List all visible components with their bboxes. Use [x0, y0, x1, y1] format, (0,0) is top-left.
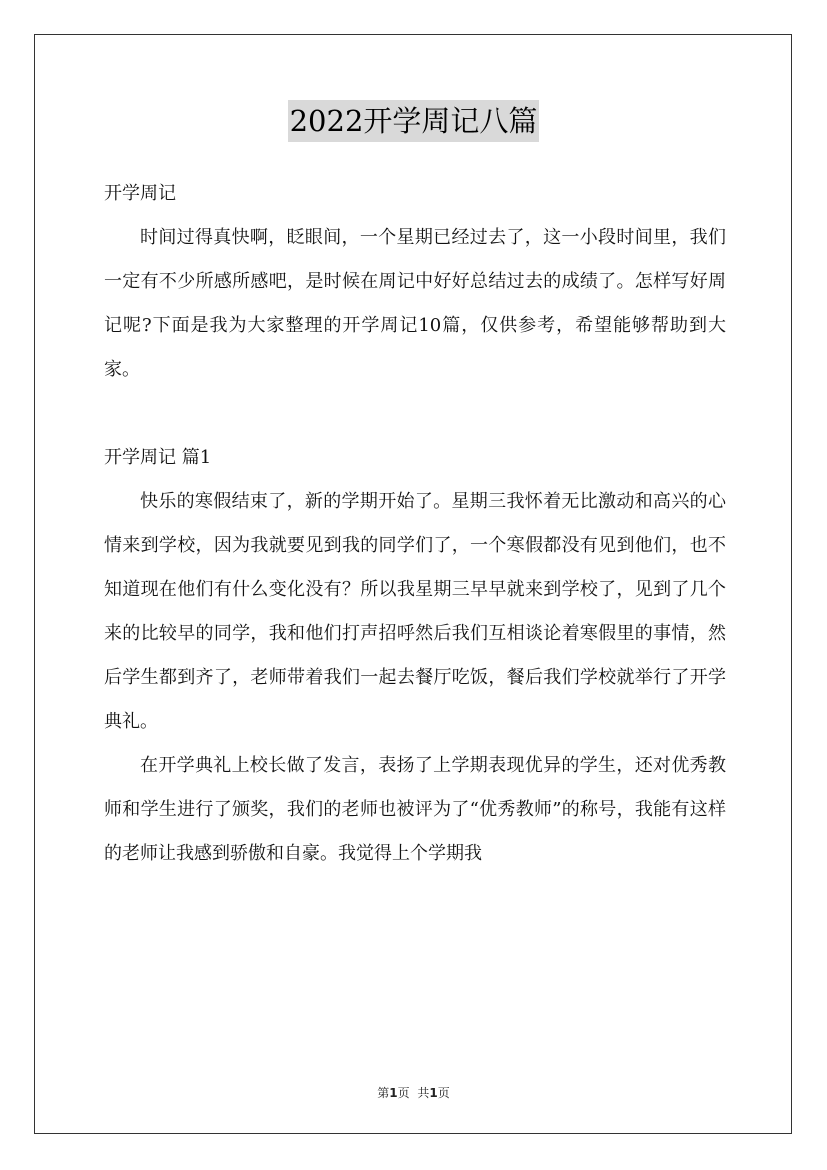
page-total-prefix: 共	[417, 1086, 430, 1100]
intro-heading: 开学周记	[104, 183, 176, 204]
page-number-suffix: 页	[397, 1086, 410, 1100]
page-number-current: 1	[389, 1086, 398, 1100]
document-body	[104, 172, 726, 876]
title-container	[0, 100, 827, 142]
section-paragraph-2: 在开学典礼上校长做了发言，表扬了上学期表现优异的学生，还对优秀教师和学生进行了颁奖，我们的老师也被评为了“优秀教师”的称号，我能有这样的老师让我感到骄傲和自豪。我觉得上个学期我	[104, 755, 726, 864]
section-paragraph-1: 快乐的寒假结束了，新的学期开始了。星期三我怀着无比激动和高兴的心情来到学校，因为我就要见到我的同学们了，一个寒假都没有见到他们，也不知道现在他们有什么变化没有？所以我星期三早早就来到学校了，见到了几个来的比较早的同学，我和他们打声招呼然后我们互相谈论着寒假里的事情，然后学生都到齐了，老师带着我们一起去餐厅吃饭，餐后我们学校就举行了开学典礼。	[104, 491, 726, 732]
page-total-count: 1	[429, 1086, 438, 1100]
intro-paragraph: 时间过得真快啊，眨眼间，一个星期已经过去了，这一小段时间里，我们一定有不少所感所感吧，是时候在周记中好好总结过去的成绩了。怎样写好周记呢?下面是我为大家整理的开学周记10篇，仅供参考，希望能够帮助到大家。	[104, 227, 726, 380]
page-number-prefix: 第	[377, 1086, 390, 1100]
page-footer	[0, 1084, 827, 1101]
document-title: 2022开学周记八篇	[288, 100, 540, 142]
section-spacer	[104, 392, 726, 436]
page-total-suffix: 页	[437, 1086, 450, 1100]
section-heading: 开学周记 篇1	[104, 447, 212, 468]
